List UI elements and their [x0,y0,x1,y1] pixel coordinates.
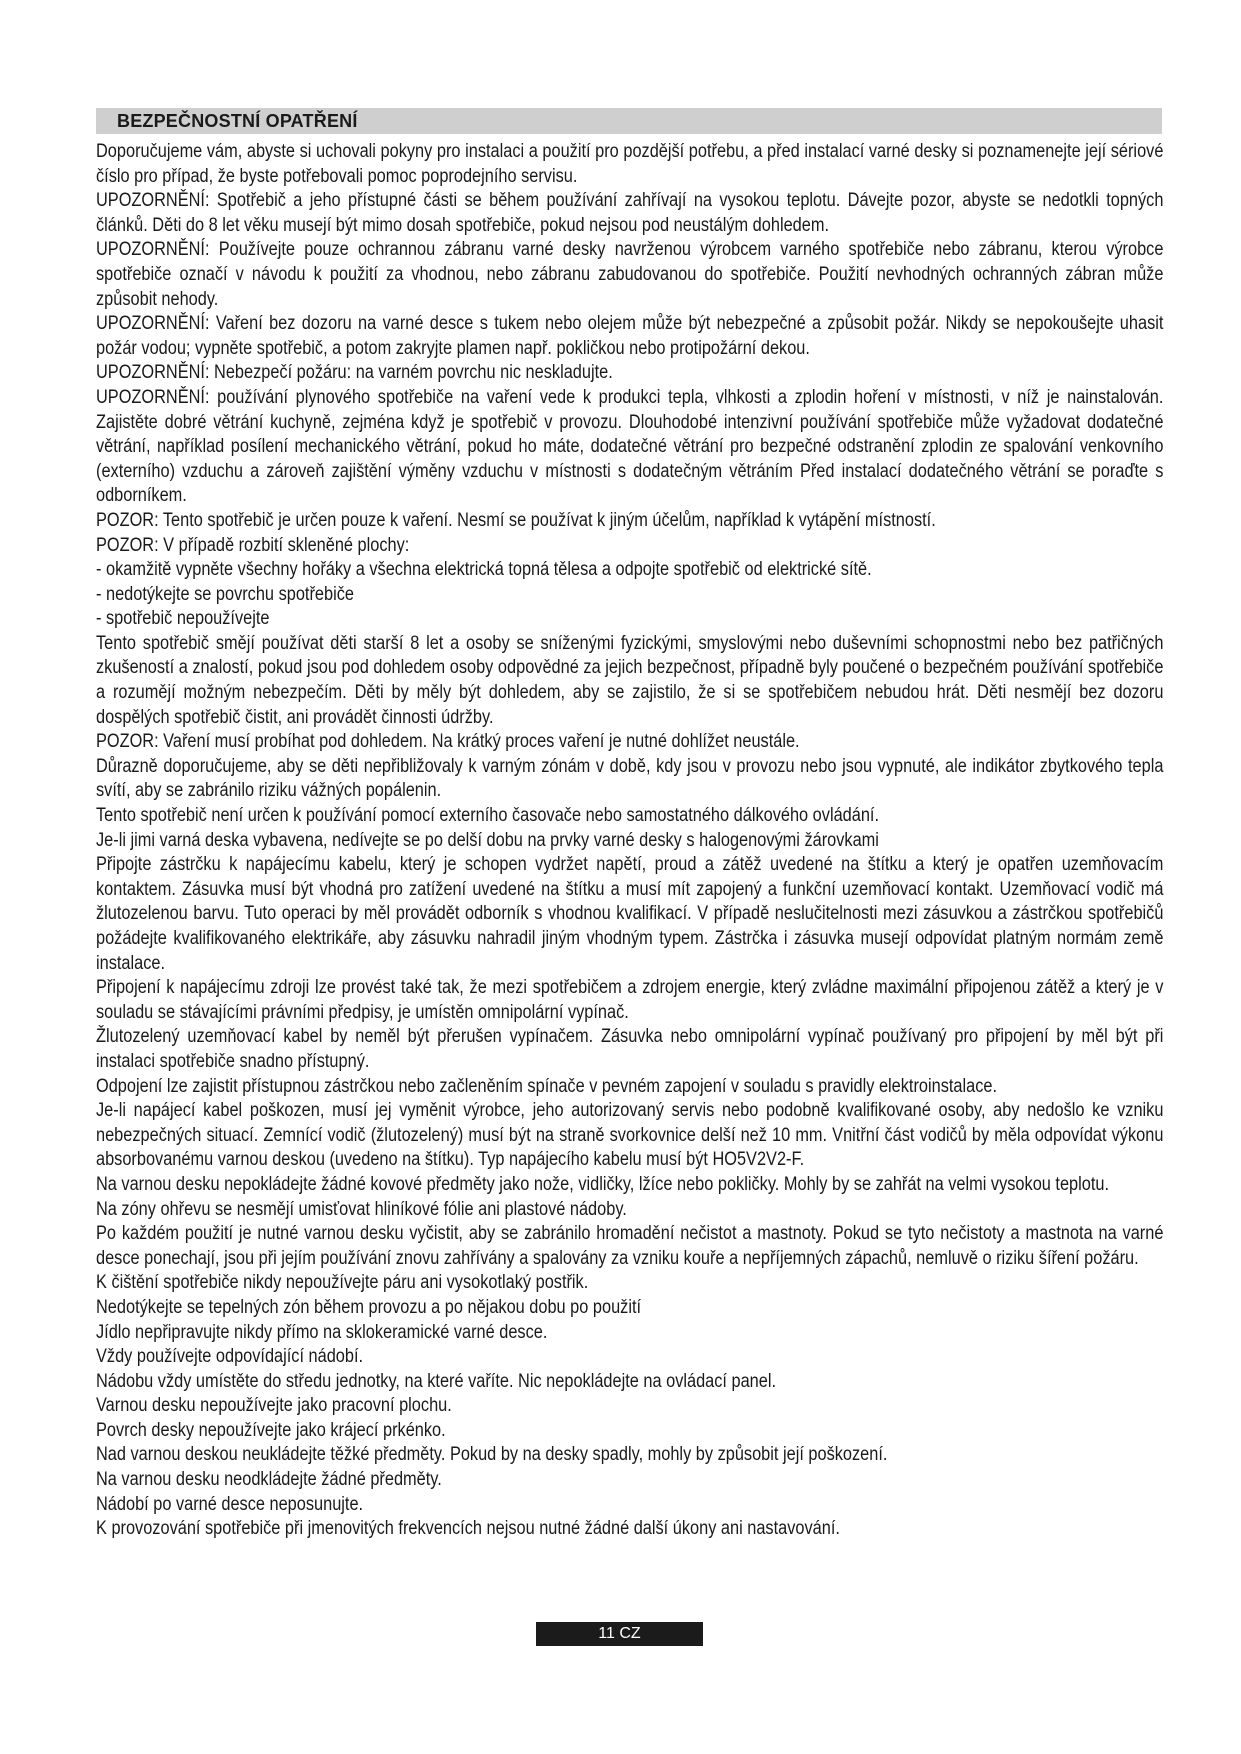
safety-paragraph: Nádobí po varné desce neposunujte. [96,1493,364,1515]
safety-paragraph: Připojte zástrčku k napájecímu kabelu, který je schopen vydržet napětí, proud a zátěž uvedené na štítku a který je opatřen uzemňovacím kontaktem. Zásuvka musí být vhodná pro zatížení uvedené na štítku a musí mít zapojený a funkční uzemňovací kontakt. Uzemňovací vodič má žlutozelenou barvu. Tuto operaci by měl provádět odborník s vhodnou kvalifikací. V případě neslučitelnosti mezi zásuvkou a zástrčkou spotřebičů požádejte kvalifikovaného elektrikáře, aby zásuvku nahradil jiným vhodným typem. Zástrčka i zásuvka musejí odpovídat platným normám země instalace. [96,854,1164,974]
safety-paragraph: Vždy používejte odpovídající nádobí. [96,1346,364,1368]
safety-paragraph: Odpojení lze zajistit přístupnou zástrčkou nebo začleněním spínače v pevném zapojení v souladu s pravidly elektroinstalace. [96,1075,998,1097]
safety-paragraph: POZOR: V případě rozbití skleněné plochy: [96,534,410,556]
safety-paragraph: UPOZORNĚNÍ: Spotřebič a jeho přístupné části se během používání zahřívají na vysokou teplotu. Dávejte pozor, abyste se nedotkli topných článků. Děti do 8 let věku musejí být mimo dosah spotřebiče, pokud nejsou pod neustálým dohledem. [96,190,1164,236]
safety-paragraph: - nedotýkejte se povrchu spotřebiče [96,583,354,605]
safety-paragraph: POZOR: Vaření musí probíhat pod dohledem. Na krátký proces vaření je nutné dohlížet neustále. [96,731,800,753]
safety-paragraph: Důrazně doporučujeme, aby se děti nepřibližovaly k varným zónám v době, kdy jsou v provozu nebo jsou vypnuté, ale indikátor zbytkového tepla svítí, aby se zabránilo riziku vážných popálenin. [96,755,1164,802]
section-heading: BEZPEČNOSTNÍ OPATŘENÍ [117,111,358,131]
safety-paragraph: UPOZORNĚNÍ: Nebezpečí požáru: na varném povrchu nic neskladujte. [96,362,613,384]
safety-paragraph: Povrch desky nepoužívejte jako krájecí prkénko. [96,1419,446,1441]
safety-paragraph: UPOZORNĚNÍ: Používejte pouze ochrannou zábranu varné desky navrženou výrobcem varného spotřebiče nebo zábranu, kterou výrobce spotřebiče označí v návodu k použití za vhodnou, nebo zábranu zabudovanou do spotřebiče. Použití nevhodných ochranných zábran může způsobit nehody. [96,239,1164,310]
safety-paragraph: K čištění spotřebiče nikdy nepoužívejte páru ani vysokotlaký postřik. [96,1272,589,1294]
safety-paragraph: Varnou desku nepoužívejte jako pracovní plochu. [96,1395,452,1417]
safety-paragraph: Na varnou desku neodkládejte žádné předměty. [96,1469,442,1491]
safety-paragraph: Nad varnou deskou neukládejte těžké předměty. Pokud by na desky spadly, mohly by způsobit její poškození. [96,1444,888,1466]
safety-paragraph: Po každém použití je nutné varnou desku vyčistit, aby se zabránilo hromadění nečistot a mastnoty. Pokud se tyto nečistoty a mastnota na varné desce ponechají, jsou při jejím používání znovu zahřívány a spalovány za vzniku kouře a nepříjemných zápachů, nemluvě o riziku šíření požáru. [96,1223,1164,1269]
safety-paragraph: POZOR: Tento spotřebič je určen pouze k vaření. Nesmí se používat k jiným účelům, například k vytápění místností. [96,509,936,531]
safety-paragraph: Na zóny ohřevu se nesmějí umisťovat hliníkové fólie ani plastové nádoby. [96,1198,627,1220]
safety-instructions-text [96,140,1166,1542]
safety-paragraph: Je-li napájecí kabel poškozen, musí jej vyměnit výrobce, jeho autorizovaný servis nebo podobně kvalifikované osoby, aby nedošlo ke vzniku nebezpečných situací. Zemnící vodič (žlutozelený) musí být na straně svorkovnice delší než 10 mm. Vnitřní část vodičů by měla odpovídat výkonu absorbovanému varnou deskou (uvedeno na štítku). Typ napájecího kabelu musí být HO5V2V2-F. [96,1100,1164,1171]
safety-paragraph: Je-li jimi varná deska vybavena, nedívejte se po delší dobu na prvky varné desky s halogenovými žárovkami [96,829,879,851]
safety-paragraph: Tento spotřebič není určen k používání pomocí externího časovače nebo samostatného dálkového ovládání. [96,805,880,827]
safety-paragraph: UPOZORNĚNÍ: Vaření bez dozoru na varné desce s tukem nebo olejem může být nebezpečné a způsobit požár. Nikdy se nepokoušejte uhasit požár vodou; vypněte spotřebič, a potom zakryjte plamen např. pokličkou nebo protipožární dekou. [96,313,1164,359]
safety-paragraph: Připojení k napájecímu zdroji lze provést také tak, že mezi spotřebičem a zdrojem energie, který zvládne maximální připojenou zátěž a který je v souladu se stávajícími právními předpisy, je umístěn omnipolární vypínač. [96,977,1164,1023]
safety-paragraph: Žlutozelený uzemňovací kabel by neměl být přerušen vypínačem. Zásuvka nebo omnipolární vypínač používaný pro připojení by měl být při instalaci spotřebiče snadno přístupný. [96,1026,1164,1072]
safety-paragraph: UPOZORNĚNÍ: používání plynového spotřebiče na vaření vede k produkci tepla, vlhkosti a zplodin hoření v místnosti, v níž je nainstalován. Zajistěte dobré větrání kuchyně, zejména když je spotřebič v provozu. Dlouhodobé intenzivní používání spotřebiče může vyžadovat dodatečné větrání, například posílení mechanického větrání, pokud ho máte, dodatečné větrání pro bezpečné odstranění zplodin ze spalování venkovního (externího) vzduchu a zároveň zajištění výměny vzduchu v místnosti s dodatečným větráním Před instalací dodatečného větrání se poraďte s odborníkem. [96,386,1164,507]
safety-paragraph: Doporučujeme vám, abyste si uchovali pokyny pro instalaci a použití pro pozdější potřebu, a před instalací varné desky si poznamenejte její sériové číslo pro případ, že byste potřebovali pomoc poprodejního servisu. [96,141,1164,187]
page-number: 11 CZ [536,1622,703,1646]
safety-paragraph: Nedotýkejte se tepelných zón během provozu a po nějakou dobu po použití [96,1296,642,1318]
safety-paragraph: - spotřebič nepoužívejte [96,608,270,630]
section-heading-bar [96,108,1162,134]
safety-paragraph: Nádobu vždy umístěte do středu jednotky, na které vaříte. Nic nepokládejte na ovládací panel. [96,1370,777,1392]
safety-paragraph: K provozování spotřebiče při jmenovitých frekvencích nejsou nutné žádné další úkony ani nastavování. [96,1518,840,1540]
safety-paragraph: Jídlo nepřipravujte nikdy přímo na sklokeramické varné desce. [96,1321,548,1343]
safety-paragraph: Na varnou desku nepokládejte žádné kovové předměty jako nože, vidličky, lžíce nebo pokličky. Mohly by se zahřát na velmi vysokou teplotu. [96,1173,1110,1195]
safety-paragraph: Tento spotřebič smějí používat děti starší 8 let a osoby se sníženými fyzickými, smyslovými nebo duševními schopnostmi nebo bez patřičných zkušeností a znalostí, pokud jsou pod dohledem osoby odpovědné za jejich bezpečnost, případně byly poučené o bezpečném používání spotřebiče a rozumějí možným nebezpečím. Děti by měly být dohledem, aby se zajistilo, že si se spotřebičem nebudou hrát. Děti nesmějí bez dozoru dospělých spotřebič čistit, ani provádět činnosti údržby. [96,632,1164,728]
safety-paragraph: - okamžitě vypněte všechny hořáky a všechna elektrická topná tělesa a odpojte spotřebič od elektrické sítě. [96,559,872,581]
